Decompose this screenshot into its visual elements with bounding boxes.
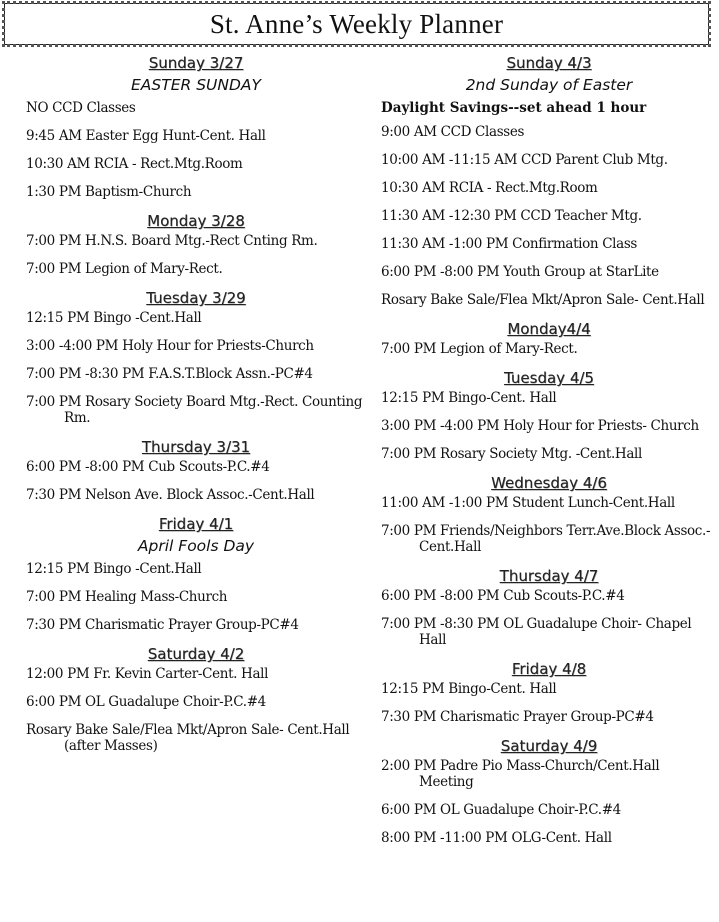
event-item: 7:30 PM Charismatic Prayer Group-PC#4 — [26, 617, 299, 633]
day-heading: Wednesday 4/6 — [491, 474, 607, 492]
event-item: 10:30 AM RCIA - Rect.Mtg.Room — [381, 180, 598, 196]
event-item: 7:30 PM Charismatic Prayer Group-PC#4 — [381, 709, 654, 725]
event-item: 12:15 PM Bingo-Cent. Hall — [381, 681, 557, 697]
day-section — [381, 474, 717, 555]
event-item: 10:30 AM RCIA - Rect.Mtg.Room — [26, 156, 243, 172]
event-item: NO CCD Classes — [26, 100, 136, 116]
day-heading: Monday4/4 — [507, 320, 591, 338]
event-item: 1:30 PM Baptism-Church — [26, 184, 192, 200]
day-heading: Thursday 4/7 — [499, 567, 599, 585]
day-section — [26, 54, 366, 200]
event-item: 3:00 PM -4:00 PM Holy Hour for Priests- Church — [381, 418, 699, 434]
page-title: St. Anne’s Weekly Planner — [209, 9, 504, 39]
day-section — [26, 212, 366, 277]
day-heading: Sunday 3/27 — [148, 54, 244, 72]
event-item: 7:00 PM Legion of Mary-Rect. — [381, 341, 578, 357]
event-item: 6:00 PM -8:00 PM Cub Scouts-P.C.#4 — [26, 459, 270, 475]
event-item: 7:00 PM Friends/Neighbors Terr.Ave.Block Assoc.-Cent.Hall — [381, 523, 711, 555]
event-item: 7:00 PM Rosary Society Board Mtg.-Rect. Counting Rm. — [26, 394, 363, 426]
event-item: 9:45 AM Easter Egg Hunt-Cent. Hall — [26, 128, 266, 144]
event-item: Rosary Bake Sale/Flea Mkt/Apron Sale- Cent.Hall (after Masses) — [26, 722, 350, 754]
event-item: 7:00 PM -8:30 PM F.A.S.T.Block Assn.-PC#4 — [26, 366, 313, 382]
day-section — [26, 515, 366, 633]
event-item: 2:00 PM Padre Pio Mass-Church/Cent.Hall Meeting — [381, 758, 660, 790]
day-note: Daylight Savings--set ahead 1 hour — [381, 100, 647, 116]
day-heading: Tuesday 3/29 — [146, 289, 246, 307]
day-section — [381, 369, 717, 462]
event-item: 12:15 PM Bingo -Cent.Hall — [26, 561, 202, 577]
day-section — [381, 737, 717, 846]
day-section — [381, 320, 717, 357]
event-item: 11:00 AM -1:00 PM Student Lunch-Cent.Hall — [381, 495, 675, 511]
day-section — [26, 645, 366, 754]
event-item: 7:00 PM -8:30 PM OL Guadalupe Choir- Chapel Hall — [381, 616, 692, 648]
day-heading: Saturday 4/9 — [500, 737, 598, 755]
event-item: 3:00 -4:00 PM Holy Hour for Priests-Church — [26, 338, 314, 354]
left-column — [26, 52, 366, 766]
event-item: 11:30 AM -1:00 PM Confirmation Class — [381, 236, 638, 252]
event-item: 9:00 AM CCD Classes — [381, 124, 525, 140]
event-item: Rosary Bake Sale/Flea Mkt/Apron Sale- Cent.Hall — [381, 292, 705, 308]
day-section — [381, 567, 717, 648]
day-heading: Monday 3/28 — [147, 212, 245, 230]
event-item: 7:30 PM Nelson Ave. Block Assoc.-Cent.Hall — [26, 487, 315, 503]
day-section — [26, 289, 366, 426]
event-item: 6:00 PM -8:00 PM Youth Group at StarLite — [381, 264, 659, 280]
event-item: 12:15 PM Bingo -Cent.Hall — [26, 310, 202, 326]
event-item: 6:00 PM OL Guadalupe Choir-P.C.#4 — [26, 694, 266, 710]
day-heading: Sunday 4/3 — [506, 54, 592, 72]
right-column — [381, 52, 717, 858]
day-section — [381, 54, 717, 308]
day-heading: Saturday 4/2 — [147, 645, 245, 663]
event-item: 6:00 PM OL Guadalupe Choir-P.C.#4 — [381, 802, 621, 818]
event-item: 12:00 PM Fr. Kevin Carter-Cent. Hall — [26, 666, 269, 682]
day-section — [26, 438, 366, 503]
event-item: 12:15 PM Bingo-Cent. Hall — [381, 390, 557, 406]
event-item: 7:00 PM Legion of Mary-Rect. — [26, 261, 223, 277]
day-heading: Tuesday 4/5 — [504, 369, 594, 387]
event-item: 7:00 PM H.N.S. Board Mtg.-Rect Cnting Rm. — [26, 233, 318, 249]
day-subtitle: EASTER SUNDAY — [131, 76, 261, 94]
event-item: 7:00 PM Healing Mass-Church — [26, 589, 228, 605]
day-subtitle: April Fools Day — [137, 537, 255, 555]
event-item: 8:00 PM -11:00 PM OLG-Cent. Hall — [381, 830, 612, 846]
day-section — [381, 660, 717, 725]
event-item: 11:30 AM -12:30 PM CCD Teacher Mtg. — [381, 208, 642, 224]
event-item: 7:00 PM Rosary Society Mtg. -Cent.Hall — [381, 446, 642, 462]
event-item: 6:00 PM -8:00 PM Cub Scouts-P.C.#4 — [381, 588, 625, 604]
title-banner — [4, 3, 709, 45]
day-heading: Friday 4/1 — [158, 515, 234, 533]
day-subtitle: 2nd Sunday of Easter — [465, 76, 633, 94]
day-heading: Friday 4/8 — [511, 660, 587, 678]
event-item: 10:00 AM -11:15 AM CCD Parent Club Mtg. — [381, 152, 668, 168]
day-heading: Thursday 3/31 — [141, 438, 251, 456]
